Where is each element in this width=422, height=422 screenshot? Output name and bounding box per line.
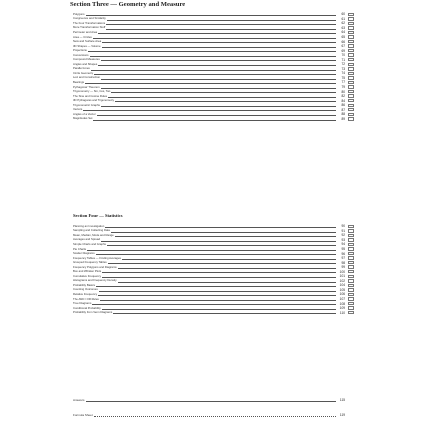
tick-box[interactable] [348,31,354,34]
toc-entry-label: 3D Pythagoras and Trigonometry [73,98,115,103]
section-three-title: Section Three — Geometry and Measure [70,1,186,8]
toc-entry-label: Trigonometry — Sin, Cos, Tan [73,89,111,94]
toc-entry-label: Grouped Frequency Tables [73,260,107,265]
toc-entry [73,310,345,315]
toc-entry-page: 67 [341,44,345,49]
tick-box[interactable] [348,17,354,20]
leader-line [86,401,336,402]
tick-box[interactable] [348,53,354,56]
tick-box[interactable] [348,76,354,79]
toc-entry-label: Compound Measures [73,57,100,62]
section-four-title: Section Four — Statistics [73,213,123,218]
tick-box[interactable] [348,270,354,273]
toc-entry-page: 88 [341,112,345,117]
toc-entry-label: Planning an Investigation [73,223,105,228]
formula-sheet-row [73,413,345,418]
toc-entry-page: 110 [339,310,345,315]
toc-entry-label: Conversions [73,52,89,57]
toc-entry-label: Vectors [73,107,83,112]
toc-entry-page: 105 [339,287,345,292]
toc-entry-label: Circle Geometry [73,70,94,75]
toc-entry [73,117,345,122]
toc-entry-page: 89 [341,116,345,121]
tick-box[interactable] [348,293,354,296]
tick-box[interactable] [348,238,354,241]
tick-box[interactable] [348,72,354,75]
toc-entry-label: Sampling and Collecting Data [73,228,110,233]
toc-entry-label: Histograms and Frequency Density [73,278,117,283]
toc-entry-page: 73 [341,66,345,71]
tick-box[interactable] [348,26,354,29]
tick-box[interactable] [348,297,354,300]
toc-entry-page: 95 [341,247,345,251]
toc-entry-page: 65 [341,35,345,39]
toc-entry-label: Congruence and Similarity [73,16,106,21]
toc-entry-page: 70 [341,53,345,58]
toc-entry-page: 82 [341,94,345,99]
toc-entry-label: Probability Basics [73,282,96,287]
toc-entry-label: The Four Transformations [73,20,106,25]
toc-entry-label: The Sine and Cosine Rules [73,93,108,98]
toc-entry-label: The AND / OR Rules [73,296,99,301]
tick-box[interactable] [348,229,354,232]
tick-box[interactable] [348,35,354,38]
toc-entry-page: 86 [341,103,345,108]
leader-line [94,416,336,417]
toc-entry-label: Frequency Polygons and Diagrams [73,264,117,269]
tick-box[interactable] [348,302,354,305]
toc-entry-label: Counting Outcomes [73,287,98,292]
leader-line [93,120,336,121]
toc-entry-label: Trigonometric Graphs [73,102,100,107]
toc-entry-page: 108 [339,301,345,306]
tick-box[interactable] [348,265,354,268]
toc-entry-label: Angles and Shapes [73,61,98,66]
toc-entry-page: 96 [341,251,345,256]
toc-entry-page: 97 [341,256,345,261]
toc-entry-page: 61 [341,16,345,21]
formula-sheet-label: Formula Sheet [73,412,93,417]
toc-entry-page: 100 [339,269,345,274]
tick-box[interactable] [348,288,354,291]
toc-entry-page: 71 [341,57,345,62]
toc-entry-page: 94 [341,242,345,247]
tick-box[interactable] [348,252,354,255]
tick-box[interactable] [348,44,354,47]
toc-entry-label: Relative Frequency [73,291,98,296]
tick-box[interactable] [348,104,354,107]
toc-entry-page: 84 [341,98,345,103]
tick-box[interactable] [348,117,354,120]
toc-entry-page: 64 [341,30,345,35]
toc-entry-page: 109 [339,306,345,311]
tick-box[interactable] [348,234,354,237]
toc-entry-page: 93 [341,237,345,242]
toc-entry-label: Pie Charts [73,246,87,251]
toc-entry-page: 107 [339,297,345,302]
toc-entry-page: 92 [341,233,345,238]
section-four-list [73,224,345,315]
tick-box[interactable] [348,85,354,88]
toc-entry-label: Magnitudes Set [73,116,93,121]
toc-entry-label: Averages and Spread [73,237,101,242]
toc-entry-label: Conditional Probability [73,305,101,310]
toc-entry-label: Frequency Tables — Finding Averages [73,255,121,260]
section-three-list [73,12,345,121]
toc-entry-page: 63 [341,25,345,30]
toc-entry-label: Simple Charts and Graphs [73,241,106,246]
toc-entry-label: Area — Circles [73,34,92,39]
tick-box[interactable] [348,306,354,309]
toc-entry-page: 101 [339,274,345,279]
toc-entry-page: 80 [341,89,345,94]
toc-entry-label: Tree Diagrams [73,301,92,306]
toc-entry-label: Scatter Diagrams [73,251,95,256]
leader-line [113,313,336,314]
toc-entry-page: 90 [341,224,345,229]
toc-entry-label: Probability from Venn Diagrams [73,310,113,315]
tick-box[interactable] [348,22,354,25]
toc-entry-label: Angles of a Vector [73,111,96,116]
toc-entry-page: 60 [341,12,345,17]
toc-entry-page: 62 [341,21,345,26]
tick-box[interactable] [348,279,354,282]
toc-entry-page: 99 [341,265,345,270]
tick-box[interactable] [348,261,354,264]
tick-box[interactable] [348,243,354,246]
toc-entry-label: Loci and Construction [73,75,101,80]
tick-box[interactable] [348,247,354,250]
toc-entry-label: Projections [73,48,87,53]
toc-entry-page: 91 [341,228,345,233]
toc-entry-page: 104 [339,283,345,288]
tick-box[interactable] [348,99,354,102]
answers-label: Answers [73,397,85,402]
toc-entry-page: 66 [341,39,345,44]
toc-entry-label: Mean, Median, Mode and Range [73,232,114,237]
toc-entry-label: Perimeter and Area [73,29,98,34]
tick-box[interactable] [348,49,354,52]
tick-box[interactable] [348,275,354,278]
tick-box[interactable] [348,13,354,16]
toc-entry-label: Box and Whisker Plots [73,269,102,274]
tick-box[interactable] [348,67,354,70]
tick-box[interactable] [348,63,354,66]
answers-page: 115 [339,398,345,403]
toc-entry-page: 102 [339,278,345,283]
toc-entry-label: Cumulative Frequency [73,273,101,278]
toc-entry-label: Nets and Surface Area [73,39,102,44]
toc-entry-label: Parallel Lines [73,66,90,71]
tick-box[interactable] [348,108,354,111]
toc-entry-label: More Transformation Stuff [73,25,106,30]
tick-box[interactable] [348,256,354,259]
toc-entry-page: 74 [341,71,345,76]
formula-sheet-page: 119 [339,413,345,418]
answers-row [73,398,345,403]
toc-entry-page: 75 [341,75,345,80]
tick-box[interactable] [348,225,354,228]
tick-box[interactable] [348,40,354,43]
toc-entry-page: 79 [341,85,345,90]
tick-box[interactable] [348,90,354,93]
tick-box[interactable] [348,113,354,116]
tick-box[interactable] [348,81,354,84]
tick-box[interactable] [348,284,354,287]
toc-entry-page: 69 [341,48,345,53]
tick-box[interactable] [348,58,354,61]
toc-entry-page: 87 [341,107,345,112]
tick-box[interactable] [348,94,354,97]
toc-entry-label: Polygons [73,11,85,16]
tick-box[interactable] [348,311,354,314]
toc-entry-label: 3D Shapes — Volume [73,43,101,48]
toc-entry-page: 77 [341,80,345,85]
toc-entry-page: 98 [341,260,345,265]
toc-entry-page: 72 [341,62,345,67]
toc-entry-page: 106 [339,292,345,297]
toc-entry-label: Pythagoras' Theorem [73,84,100,89]
toc-entry-label: Bearings [73,79,85,84]
